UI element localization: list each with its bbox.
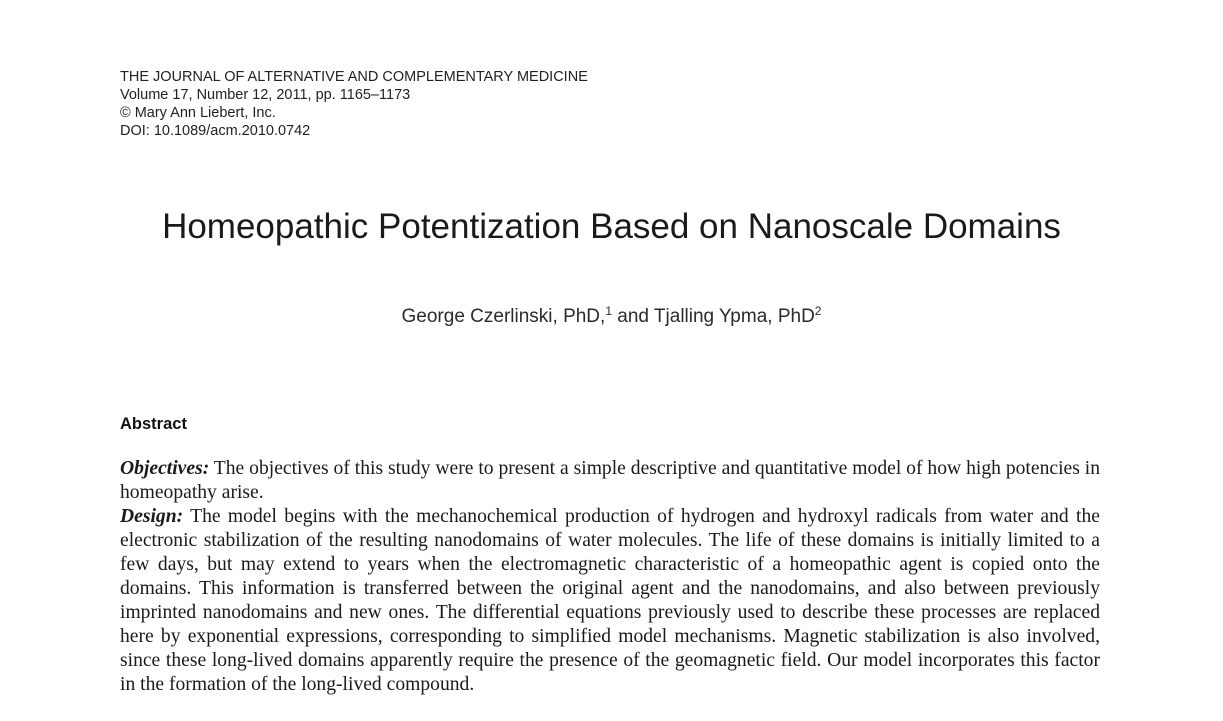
journal-header [120,68,588,140]
paper-title: Homeopathic Potentization Based on Nanoscale Domains [162,207,1061,246]
design-label: Design: [120,506,184,527]
objectives-text: The objectives of this study were to present a simple descriptive and quantitative model of how high potencies in homeopathy arise. [120,458,1100,503]
author-name: Tjalling Ypma, PhD [653,306,815,327]
journal-name: THE JOURNAL OF ALTERNATIVE AND COMPLEMENTARY MEDICINE [120,69,588,85]
volume-info: Volume 17, Number 12, 2011, pp. 1165–1173 [120,87,411,103]
affiliation-marker: 1 [605,304,612,318]
affiliation-marker: 2 [814,304,822,318]
abstract-heading: Abstract [120,415,187,433]
author-name: George Czerlinski, PhD, [401,306,606,327]
author-list [0,304,1223,330]
doi-info: DOI: 10.1089/acm.2010.0742 [120,123,311,139]
objectives-paragraph [120,457,1100,505]
design-text: The model begins with the mechanochemical production of hydrogen and hydroxyl radicals from water and the electronic stabilization of the resulting nanodomains of water molecules. The life of these domains is initially limited to a few days, but may extend to years when the electromagnetic characteristic of a homeopathic agent is copied onto the domains. This information is transferred between the original agent and the nanodomains, and also between previously imprinted nanodomains and new ones. The differential equations previously used to describe these processes are replaced here by exponential expressions, corresponding to simplified model mechanisms. Magnetic stabilization is also involved, since these long-lived domains apparently require the presence of the geomagnetic field. Our model incorporates this factor in the formation of the long-lived compound. [120,506,1100,695]
objectives-label: Objectives: [120,458,210,479]
design-paragraph [120,505,1100,697]
copyright-info: © Mary Ann Liebert, Inc. [120,105,276,121]
abstract-body [120,457,1100,697]
author-separator: and [612,306,654,327]
